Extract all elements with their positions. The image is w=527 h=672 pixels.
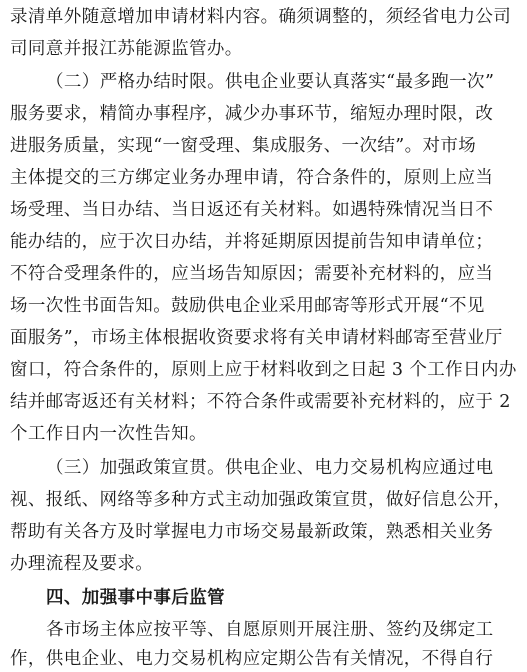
text-line: 面服务”，市场主体根据收资要求将有关申请材料邮寄至营业厅: [10, 328, 503, 348]
text-line: 司同意并报江苏能源监管办。: [10, 39, 243, 59]
text-line: 场受理、当日办结、当日返还有关材料。如遇特殊情况当日不: [10, 200, 494, 220]
text-line: 办理流程及要求。: [10, 554, 154, 574]
paragraph-4-start: 各市场主体应按平等、自愿原则开展注册、签约及绑定工: [46, 620, 494, 640]
paragraph-2-start: （二）严格办结时限。供电企业要认真落实“最多跑一次”: [46, 72, 495, 92]
paragraph-3-start: （三）加强政策宣贯。供电企业、电力交易机构应通过电: [46, 458, 494, 478]
text-line: 视、报纸、网络等多种方式主动加强政策宣贯，做好信息公开，: [10, 490, 512, 510]
text-line: 主体提交的三方绑定业务办理申请，符合条件的，原则上应当: [10, 168, 494, 188]
text-line: 窗口，符合条件的，原则上应于材料收到之日起 3 个工作日内办: [10, 360, 517, 380]
text-line: 不符合受理条件的，应当场告知原因；需要补充材料的，应当: [10, 264, 494, 284]
text-line: 能办结的，应于次日办结，并将延期原因提前告知申请单位；: [10, 232, 494, 252]
text-line: 帮助有关各方及时掌握电力市场交易最新政策，熟悉相关业务: [10, 522, 494, 542]
text-line: 服务要求，精简办事程序，减少办事环节，缩短办理时限，改: [10, 104, 494, 124]
text-line: 结并邮寄返还有关材料；不符合条件或需要补充材料的，应于 2: [10, 392, 511, 412]
text-line: 录清单外随意增加申请材料内容。确须调整的，须经省电力公司: [10, 7, 512, 27]
text-line: 场一次性书面告知。鼓励供电企业采用邮寄等形式开展“不见: [10, 296, 485, 316]
text-line: 进服务质量，实现“一窗受理、集成服务、一次结”。对市场: [10, 136, 477, 156]
text-line: 作，供电企业、电力交易机构应定期公告有关情况，不得自行: [10, 649, 494, 669]
section-heading: 四、加强事中事后监管: [46, 588, 225, 608]
text-line: 个工作日内一次性告知。: [10, 424, 207, 444]
